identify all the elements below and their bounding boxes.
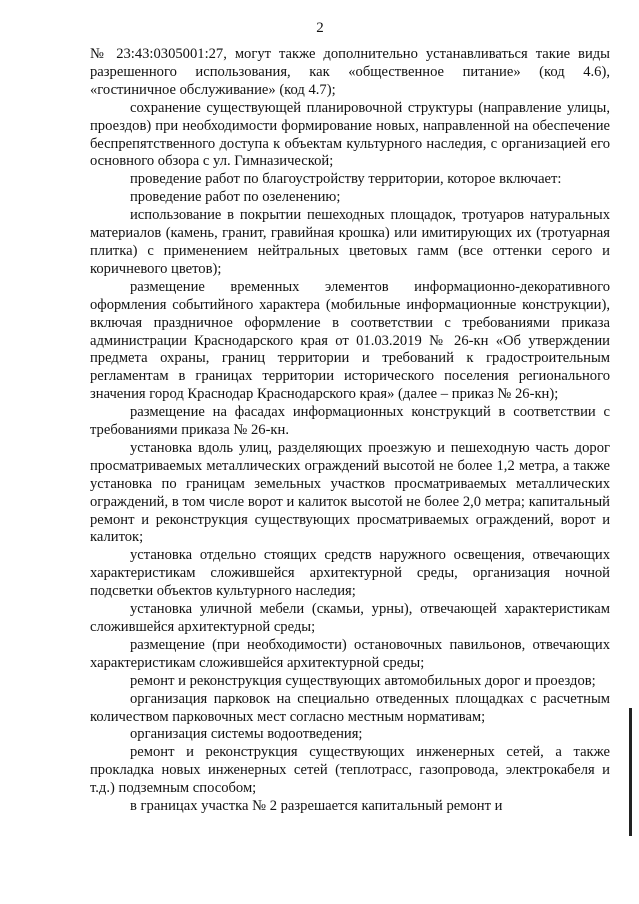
paragraph: использование в покрытии пешеходных площадок, тротуаров натуральных материалов (камень, гранит, гравийная крошка) или имитирующих их (тротуарная плитка) с применением нейтральных цветовых гамм (все оттенки серого и коричневого цветов); — [90, 207, 610, 277]
page-number: 2 — [316, 20, 324, 36]
paragraph: ремонт и реконструкция существующих инженерных сетей, а также прокладка новых инженерных сетей (теплотрасс, газопровода, электрокабеля и т.д.) подземным способом; — [90, 744, 610, 797]
paragraph: установка уличной мебели (скамьи, урны), отвечающей характеристикам сложившейся архитектурной среды; — [90, 601, 610, 635]
document-body — [90, 46, 610, 816]
paragraph: проведение работ по озеленению; — [130, 189, 341, 206]
paragraph: проведение работ по благоустройству территории, которое включает: — [130, 171, 562, 188]
paragraph: размещение временных элементов информационно-декоративного оформления событийного характера (мобильные информационные конструкции), включая праздничное оформление в соответствии с требованиями приказа администрации Краснодарского края от 01.03.2019 № 26-кн «Об утверждении предмета охраны, границ территории и требований к градостроительным регламентам в границах территории исторического поселения регионального значения город Краснодар Краснодарского края» (далее – приказ № 26-кн); — [90, 278, 610, 403]
paragraph: № 23:43:0305001:27, могут также дополнительно устанавливаться такие виды разрешенного использования, как «общественное питание» (код 4.6), «гостиничное обслуживание» (код 4.7); — [90, 46, 610, 98]
paragraph: ремонт и реконструкция существующих автомобильных дорог и проездов; — [130, 672, 596, 689]
scan-edge-mark — [629, 708, 632, 836]
paragraph: организация парковок на специально отведенных площадках с расчетным количеством парковочных мест согласно местным нормативам; — [90, 690, 610, 725]
paragraph: размещение (при необходимости) остановочных павильонов, отвечающих характеристикам сложившейся архитектурной среды; — [90, 636, 610, 671]
paragraph: установка отдельно стоящих средств наружного освещения, отвечающих характеристикам сложившейся архитектурной среды, организация ночной подсветки объектов культурного наследия; — [90, 547, 610, 600]
paragraph: размещение на фасадах информационных конструкций в соответствии с требованиями приказа № 26-кн. — [90, 404, 610, 439]
paragraph: организация системы водоотведения; — [130, 726, 363, 743]
paragraph: в границах участка № 2 разрешается капитальный ремонт и — [130, 798, 503, 815]
paragraph: сохранение существующей планировочной структуры (направление улицы, проездов) при необходимости формирование новых, направленной на обеспечение беспрепятственного доступа к объектам культурного наследия, с организацией его основного обзора с ул. Гимназической; — [90, 99, 610, 170]
paragraph: установка вдоль улиц, разделяющих проезжую и пешеходную часть дорог просматриваемых металлических ограждений высотой не более 1,2 метра, а также установка по границам земельных участков просматриваемых металлических ограждений, в том числе ворот и калиток высотой не более 2,0 метра; капитальный ремонт и реконструкция существующих просматриваемых ограждений, ворот и калиток; — [90, 439, 610, 546]
